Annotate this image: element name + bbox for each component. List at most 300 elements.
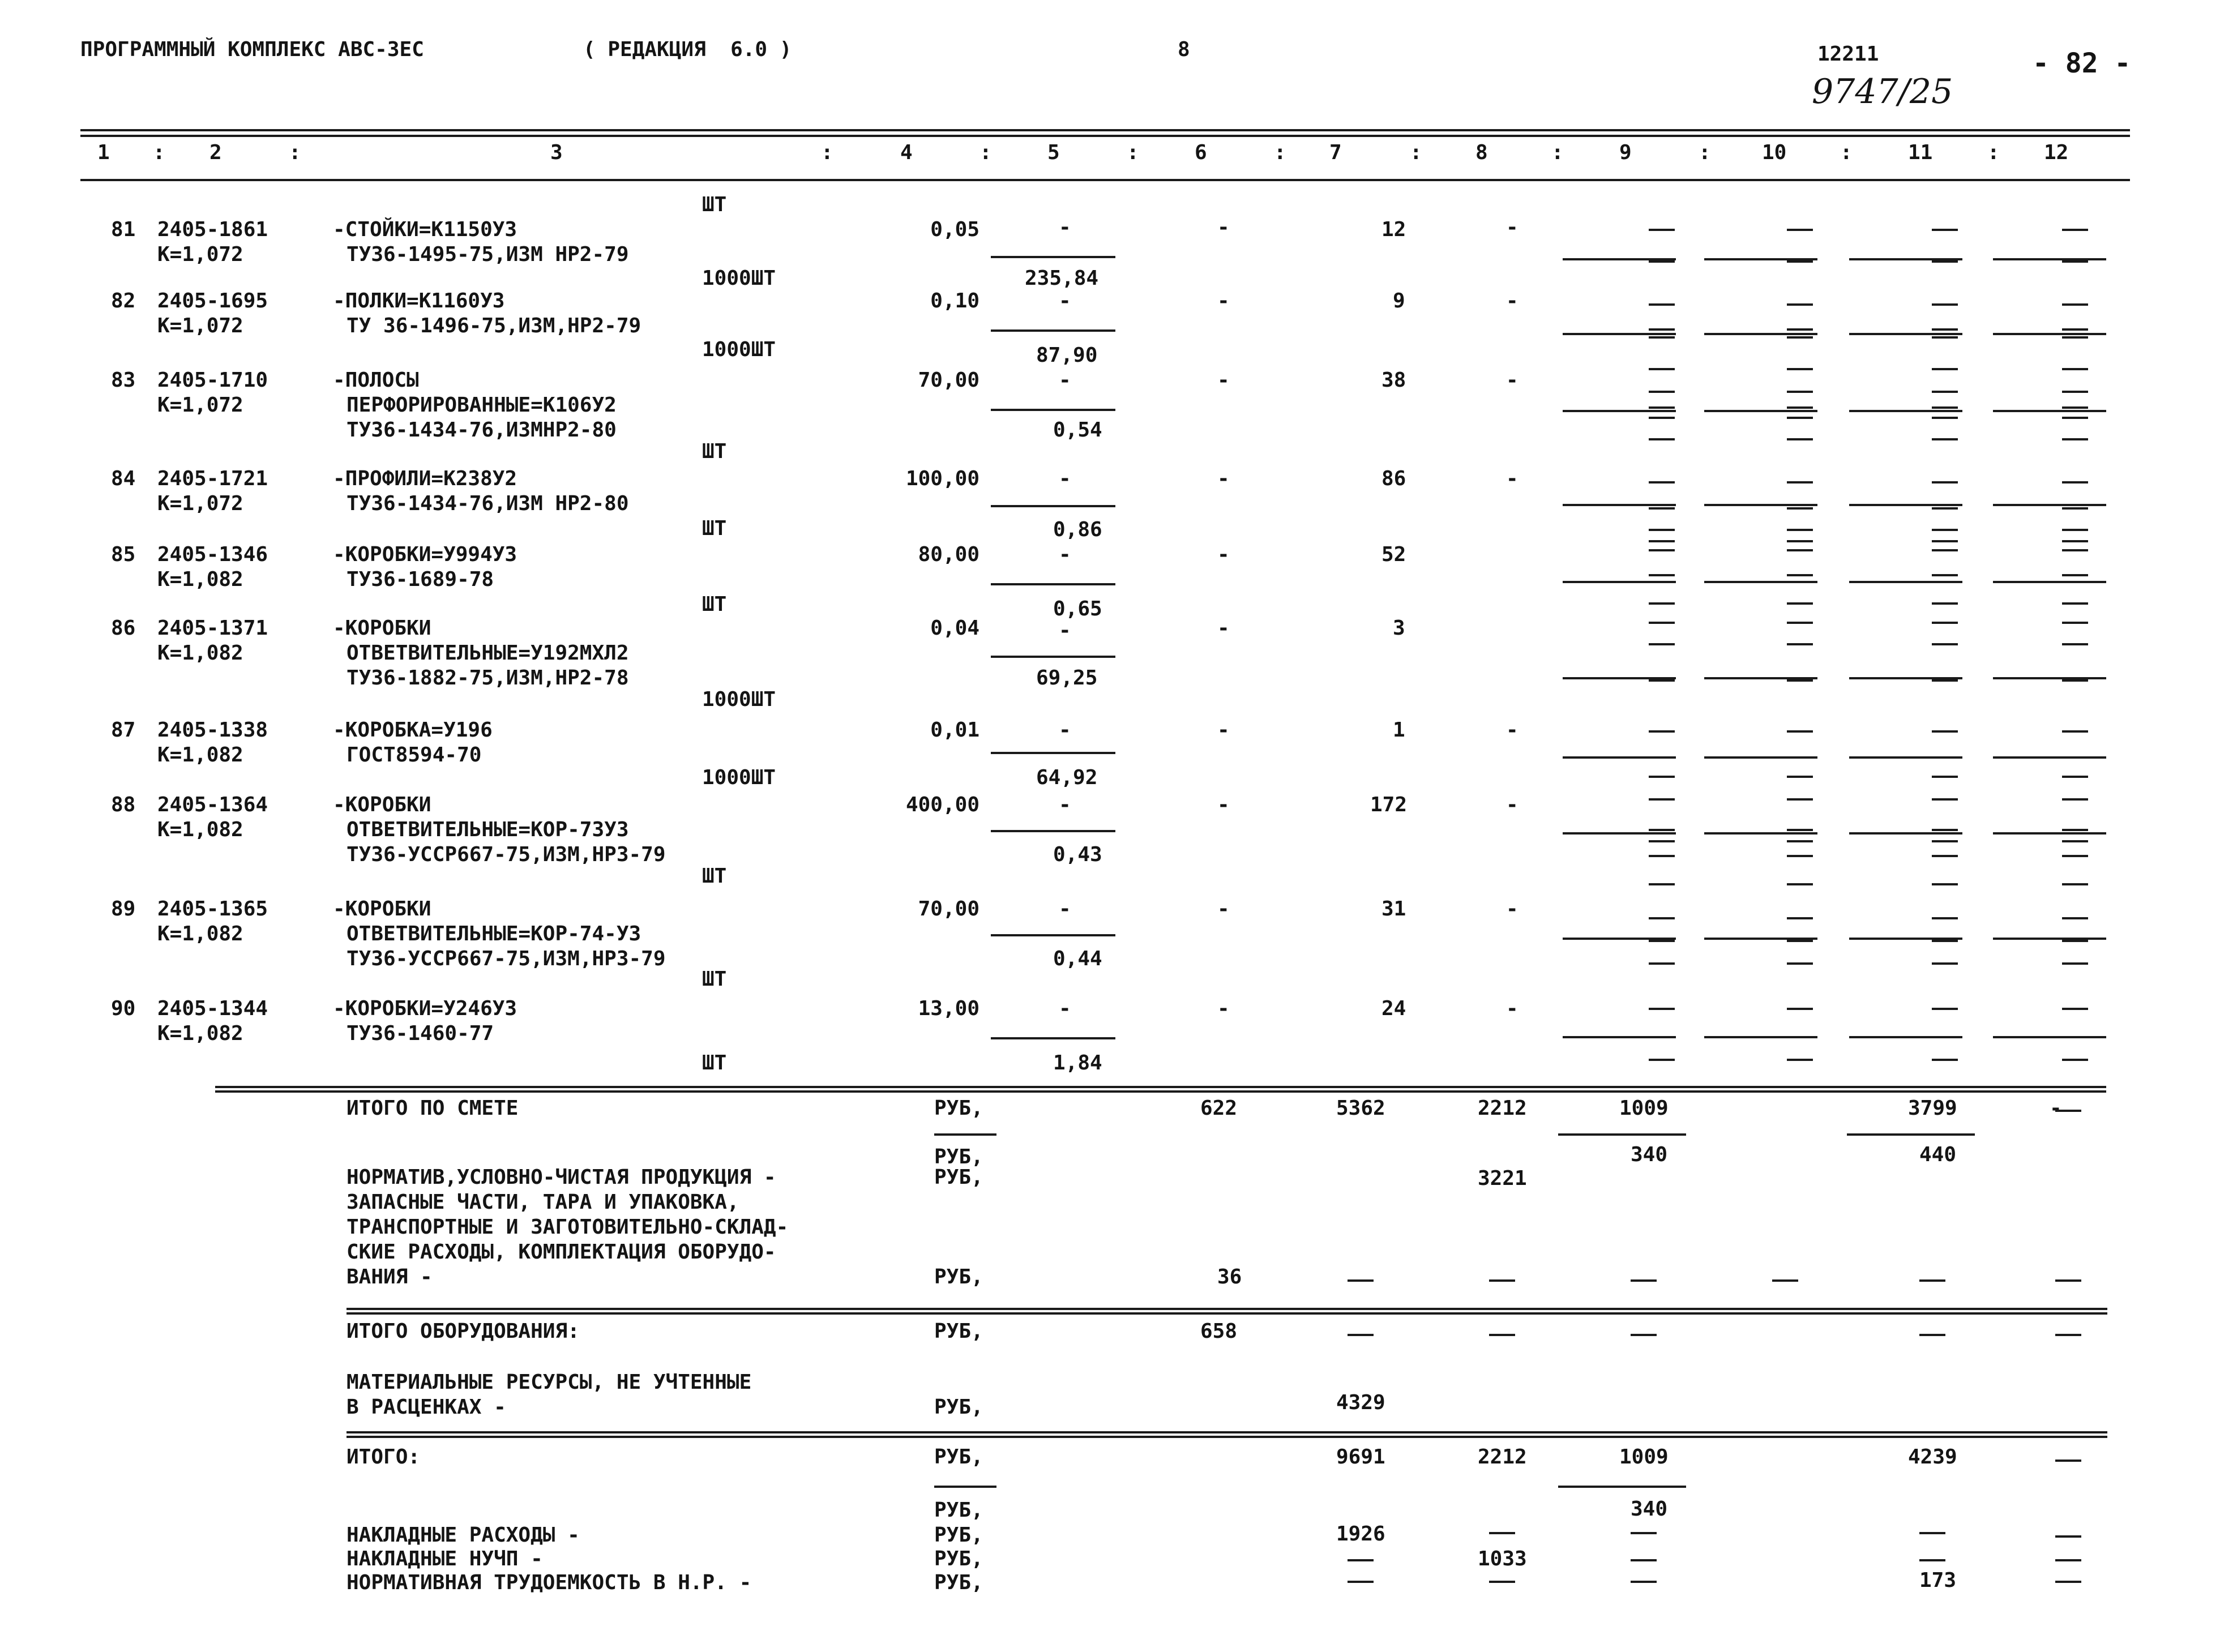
norm-line-1: НОРМАТИВ,УСЛОВНО-ЧИСТАЯ ПРОДУКЦИЯ - [347,1166,776,1189]
row-col6: - [1217,793,1230,816]
dash-mark [2062,798,2088,801]
dash-mark [1649,1008,1675,1010]
cell-rule [1849,1036,1962,1038]
dash-mark [1932,507,1958,510]
dash-mark [1631,1279,1657,1282]
row-desc-2: ТУ36-1689-78 [347,568,494,591]
row-number: 89 [111,897,136,921]
dash-mark [1649,679,1675,682]
row-number: 82 [111,289,136,313]
dash-mark [1649,940,1675,942]
dash-mark [1787,574,1813,576]
row-desc-2: ТУ36-1495-75,ИЗМ НР2-79 [347,243,629,266]
table-row [0,467,2220,546]
cell-rule [1704,1036,1817,1038]
cell-rule [1563,1036,1676,1038]
row-col8: - [1506,467,1519,490]
dash-mark [1919,1559,1945,1561]
row-code: 2405-1346 [157,543,268,566]
dash-mark [1932,303,1958,306]
equipment-unit: РУБ, [934,1320,983,1343]
row-col4: 80,00 [918,543,979,566]
dash-mark [2062,776,2088,778]
col-num-12: 12 [2044,141,2069,164]
dash-mark [2062,602,2088,605]
overhead-unit: РУБ, [934,1523,983,1547]
dash-mark [1631,1334,1657,1336]
dash-mark [2062,328,2088,331]
dash-mark [1932,962,1958,965]
dash-mark [1787,438,1813,440]
row-col7: 31 [1381,897,1406,921]
dash-mark [1787,829,1813,831]
row-desc-1: -КОРОБКИ [333,793,431,816]
row-code: 2405-1695 [157,289,268,313]
row-number: 85 [111,543,136,566]
row-col6: - [1217,718,1230,742]
dash-mark [2062,840,2088,842]
cell-rule [1704,756,1817,759]
row-coef: K=1,082 [157,641,243,665]
dash-mark [1787,540,1813,542]
dash-mark [1649,438,1675,440]
dash-mark [2062,406,2088,409]
dash-mark [1787,798,1813,801]
row-col8: - [1506,793,1519,816]
dash-mark [1919,1334,1945,1336]
cell-rule [1849,832,1962,834]
dash-mark [1787,260,1813,263]
col-num-7: 7 [1329,141,1342,164]
row-col5: - [1059,997,1071,1020]
dash-mark [1932,540,1958,542]
dash-mark [1919,1279,1945,1282]
row-col6: - [1217,997,1230,1020]
smeta-col12: - [2050,1097,2062,1120]
row-col5-price: 69,25 [1036,666,1098,690]
table-row [0,793,2220,889]
row-coef: K=1,072 [157,393,243,417]
dash-mark [1932,260,1958,263]
cell-rule [1704,832,1817,834]
row-col6: - [1217,289,1230,313]
equipment-col6: 658 [1200,1320,1238,1343]
cell-rule [1704,258,1817,260]
row-code: 2405-1365 [157,897,268,921]
dash-mark [2062,917,2088,919]
dash-mark [1649,529,1675,531]
row-col4: 0,10 [930,289,979,313]
cell-rule [1704,410,1817,412]
unit-label: ШТ [702,968,727,991]
unit-label: ШТ [702,517,727,540]
dash-mark [1932,917,1958,919]
nuchp-unit: РУБ, [934,1547,983,1570]
dash-mark [1787,730,1813,733]
dash-mark [2062,679,2088,682]
dash-mark [1932,855,1958,857]
dash-mark [1932,798,1958,801]
dash-mark [1787,529,1813,531]
grand-total-unit-2: РУБ, [934,1499,983,1522]
dash-mark [1787,602,1813,605]
dash-mark [1649,549,1675,551]
grand-total-label: ИТОГО: [347,1445,421,1469]
cell-rule [1563,581,1676,583]
cell-rule [1704,504,1817,506]
norm-col8: 3221 [1478,1167,1527,1190]
unit-label-2: 1000ШТ [702,267,776,290]
smeta-col9-extra: 340 [1631,1143,1668,1166]
dash-mark [2055,1581,2081,1583]
row-desc-2: ТУ36-1460-77 [347,1022,494,1045]
dash-mark [1787,336,1813,339]
row-desc-1: -КОРОБКИ=У246У3 [333,997,517,1020]
cell-rule [1563,677,1676,679]
dash-mark [1348,1279,1374,1282]
col-num-6: 6 [1195,141,1207,164]
dash-mark [1787,776,1813,778]
dash-mark [1649,574,1675,576]
header-rule-top [80,129,2130,131]
unit-label: ШТ [702,193,727,216]
norm-unit-2: РУБ, [934,1166,983,1189]
dash-mark [1649,229,1675,231]
dash-mark [1649,507,1675,510]
dash-mark [2062,962,2088,965]
row-code: 2405-1861 [157,218,268,241]
row-desc-2: ТУ36-1434-76,ИЗМ НР2-80 [347,492,629,515]
document-code: 12211 [1817,42,1879,66]
dash-mark [1787,679,1813,682]
row-code: 2405-1344 [157,997,268,1020]
dash-mark [1649,368,1675,370]
dash-mark [1489,1581,1515,1583]
dash-mark [1787,883,1813,885]
cell-rule [1993,258,2106,260]
row-col7: 24 [1381,997,1406,1020]
smeta-col8: 2212 [1478,1097,1527,1120]
cell-rule [1849,581,1962,583]
dash-mark [1649,917,1675,919]
row-col7: 172 [1370,793,1408,816]
dash-mark [2055,1535,2081,1538]
smeta-total-label: ИТОГО ПО СМЕТЕ [347,1097,519,1120]
dash-mark [1649,622,1675,624]
dash-mark [2062,368,2088,370]
unit-label: ШТ [702,593,727,616]
row-col5: - [1059,543,1071,566]
dash-mark [1787,962,1813,965]
row-col4: 400,00 [905,793,979,816]
row-col8: - [1506,897,1519,921]
cell-rule [1849,504,1962,506]
cell-rule [1563,258,1676,260]
dash-mark [2062,730,2088,733]
row-desc-2: ОТВЕТВИТЕЛЬНЫЕ=КОР-73У3 [347,818,629,841]
col-num-10: 10 [1762,141,1787,164]
materials-line-1: МАТЕРИАЛЬНЫЕ РЕСУРСЫ, НЕ УЧТЕННЫЕ [347,1371,752,1394]
col-num-3: 3 [550,141,563,164]
cell-rule [1849,333,1962,335]
row-number: 83 [111,369,136,392]
smeta-col11-extra: 440 [1919,1143,1957,1166]
cell-rule [1849,938,1962,940]
dash-mark [1932,417,1958,419]
dash-mark [1649,840,1675,842]
dash-mark [1932,776,1958,778]
cell-rule [1993,581,2106,583]
row-col6: - [1217,369,1230,392]
row-col7: 52 [1381,543,1406,566]
dash-mark [2062,540,2088,542]
row-col5-price: 1,84 [1053,1051,1102,1075]
dash-mark [1932,229,1958,231]
row-desc-1: -СТОЙКИ=К1150У3 [333,218,517,241]
dash-mark [1787,507,1813,510]
row-coef: K=1,082 [157,568,243,591]
row-col8: - [1506,718,1519,742]
row-col4: 70,00 [918,897,979,921]
norm-unit-1: РУБ, [934,1145,983,1169]
dash-mark [1932,883,1958,885]
overhead-label: НАКЛАДНЫЕ РАСХОДЫ - [347,1523,580,1547]
row-col8: - [1506,289,1519,313]
row-code: 2405-1710 [157,369,268,392]
unit-label: ШТ [702,1051,727,1075]
row-desc-1: -ПРОФИЛИ=К238У2 [333,467,517,490]
dash-mark [1932,368,1958,370]
norm-col6: 36 [1217,1265,1242,1289]
dash-mark [1932,940,1958,942]
dash-mark [1932,602,1958,605]
dash-mark [2062,417,2088,419]
row-desc-2: ПЕРФОРИРОВАННЫЕ=К106У2 [347,393,617,417]
dash-mark [2062,229,2088,231]
dash-mark [1787,940,1813,942]
cell-rule [1563,333,1676,335]
unit-label: 1000ШТ [702,766,776,789]
dash-mark [1649,829,1675,831]
row-number: 86 [111,617,136,640]
dash-mark [1787,417,1813,419]
grand-total-col8: 2212 [1478,1445,1527,1469]
program-title: ПРОГРАММНЫЙ КОМПЛЕКС АВС-3ЕС [80,38,424,61]
row-col5: - [1059,718,1071,742]
dash-mark [1649,540,1675,542]
row-desc-3: ТУ36-1882-75,ИЗМ,НР2-78 [347,666,629,690]
table-row [0,289,2220,367]
dash-mark [1631,1581,1657,1583]
header-rule-bottom [80,179,2130,181]
norm-line-5: ВАНИЯ - [347,1265,433,1289]
unit-label: 1000ШТ [702,688,776,711]
handwritten-note: 9747/25 [1812,72,1953,112]
nuchp-col8: 1033 [1478,1547,1527,1570]
table-row [0,718,2220,789]
row-col8: - [1506,369,1519,392]
dash-mark [1649,1059,1675,1061]
dash-mark [1348,1334,1374,1336]
dash-mark [1649,798,1675,801]
row-desc-3: ТУ36-1434-76,ИЗМНР2-80 [347,418,617,442]
row-desc-1: -ПОЛКИ=К1160У3 [333,289,505,313]
grand-total-col7: 9691 [1336,1445,1385,1469]
cell-rule [1993,677,2106,679]
row-col4: 0,04 [930,617,979,640]
dash-mark [2062,529,2088,531]
row-number: 84 [111,467,136,490]
dash-mark [1649,883,1675,885]
dash-mark [1919,1532,1945,1534]
dash-mark [2062,829,2088,831]
unit-label: ШТ [702,440,727,463]
row-code: 2405-1721 [157,467,268,490]
row-col7: 3 [1393,617,1405,640]
dash-mark [1649,406,1675,409]
cell-rule [1704,581,1817,583]
row-col4: 0,01 [930,718,979,742]
table-row [0,616,2220,712]
row-number: 81 [111,218,136,241]
table-row [0,897,2220,993]
row-code: 2405-1371 [157,617,268,640]
nuchp-label: НАКЛАДНЫЕ НУЧП - [347,1547,543,1570]
dash-mark [1649,962,1675,965]
dash-mark [1932,328,1958,331]
row-col7: 86 [1381,467,1406,490]
dash-mark [1932,730,1958,733]
dash-mark [1649,417,1675,419]
row-coef: K=1,082 [157,922,243,945]
col-num-2: 2 [209,141,222,164]
smeta-col7: 5362 [1336,1097,1385,1120]
cell-rule [1849,756,1962,759]
labor-unit: РУБ, [934,1571,983,1594]
dash-mark [2062,303,2088,306]
cell-rule [1993,756,2106,759]
row-desc-3: ТУ36-УССР667-75,ИЗМ,НР3-79 [347,947,666,970]
dash-mark [2062,622,2088,624]
row-coef: K=1,082 [157,1022,243,1045]
dash-mark [2062,1008,2088,1010]
row-coef: K=1,082 [157,818,243,841]
dash-mark [1649,643,1675,645]
row-desc-1: -КОРОБКИ [333,617,431,640]
dash-mark [1932,549,1958,551]
overhead-col7: 1926 [1336,1522,1385,1546]
row-number: 88 [111,793,136,816]
row-desc-3: ТУ36-УССР667-75,ИЗМ,НР3-79 [347,843,666,866]
dash-mark [1932,679,1958,682]
norm-line-4: СКИЕ РАСХОДЫ, КОМПЛЕКТАЦИЯ ОБОРУДО- [347,1240,776,1264]
row-col5: - [1059,216,1071,239]
norm-line-2: ЗАПАСНЫЕ ЧАСТИ, ТАРА И УПАКОВКА, [347,1191,739,1214]
row-desc-1: -КОРОБКИ [333,897,431,921]
dash-mark [2062,643,2088,645]
dash-mark [1932,336,1958,339]
row-col7: 12 [1381,218,1406,241]
dash-mark [1649,855,1675,857]
cell-rule [1704,333,1817,335]
row-col5-price: 64,92 [1036,766,1098,789]
col-num-1: 1 [97,141,110,164]
grand-total-col11: 4239 [1908,1445,1957,1469]
row-number: 87 [111,718,136,742]
dash-mark [1932,840,1958,842]
dash-mark [1348,1581,1374,1583]
dash-mark [1489,1334,1515,1336]
row-col7: 38 [1381,369,1406,392]
dash-mark [1649,602,1675,605]
dash-mark [1932,406,1958,409]
row-col5: - [1059,369,1071,392]
cell-rule [1993,1036,2106,1038]
dash-mark [1787,622,1813,624]
sheet-number: 8 [1178,38,1190,61]
dash-mark [1649,303,1675,306]
cell-rule [1849,258,1962,260]
row-col5: - [1059,897,1071,921]
dash-mark [1932,529,1958,531]
row-col5-price: 0,54 [1053,418,1102,442]
dash-mark [2062,260,2088,263]
dash-mark [1787,406,1813,409]
dash-mark [2062,336,2088,339]
header-rule-top2 [80,135,2130,137]
row-col5-price: 0,43 [1053,843,1102,866]
smeta-col6: 622 [1200,1097,1238,1120]
row-col5: - [1059,793,1071,816]
row-col6: - [1217,543,1230,566]
smeta-col9: 1009 [1619,1097,1669,1120]
row-col5: - [1059,619,1071,642]
dash-mark [1631,1559,1657,1561]
dash-mark [2062,507,2088,510]
dash-mark [2055,1110,2081,1112]
row-code: 2405-1338 [157,718,268,742]
dash-mark [1649,260,1675,263]
cell-rule [1993,410,2106,412]
cell-rule [1993,504,2106,506]
dash-mark [2062,883,2088,885]
edition-label: ( РЕДАКЦИЯ 6.0 ) [583,38,792,61]
col-num-9: 9 [1619,141,1632,164]
labor-label: НОРМАТИВНАЯ ТРУДОЕМКОСТЬ В Н.Р. - [347,1571,752,1594]
dash-mark [1932,1008,1958,1010]
dash-mark [1787,855,1813,857]
grand-total-col9-extra: 340 [1631,1497,1668,1521]
row-col5: - [1059,289,1071,313]
table-row [0,192,2220,289]
cell-rule [1704,938,1817,940]
dash-mark [1649,336,1675,339]
dash-mark [1787,549,1813,551]
row-col8: - [1506,216,1519,239]
row-coef: K=1,082 [157,743,243,767]
dash-mark [2062,940,2088,942]
cell-rule [1849,677,1962,679]
row-desc-1: -КОРОБКИ=У994У3 [333,543,517,566]
row-col5-price: 0,65 [1053,597,1102,620]
row-desc-2: ОТВЕТВИТЕЛЬНЫЕ=КОР-74-У3 [347,922,641,945]
row-col7: 9 [1393,289,1405,313]
row-col7: 1 [1393,718,1405,742]
dash-mark [1787,643,1813,645]
row-col6: - [1217,467,1230,490]
row-desc-1: -КОРОБКА=У196 [333,718,493,742]
col-num-5: 5 [1047,141,1060,164]
